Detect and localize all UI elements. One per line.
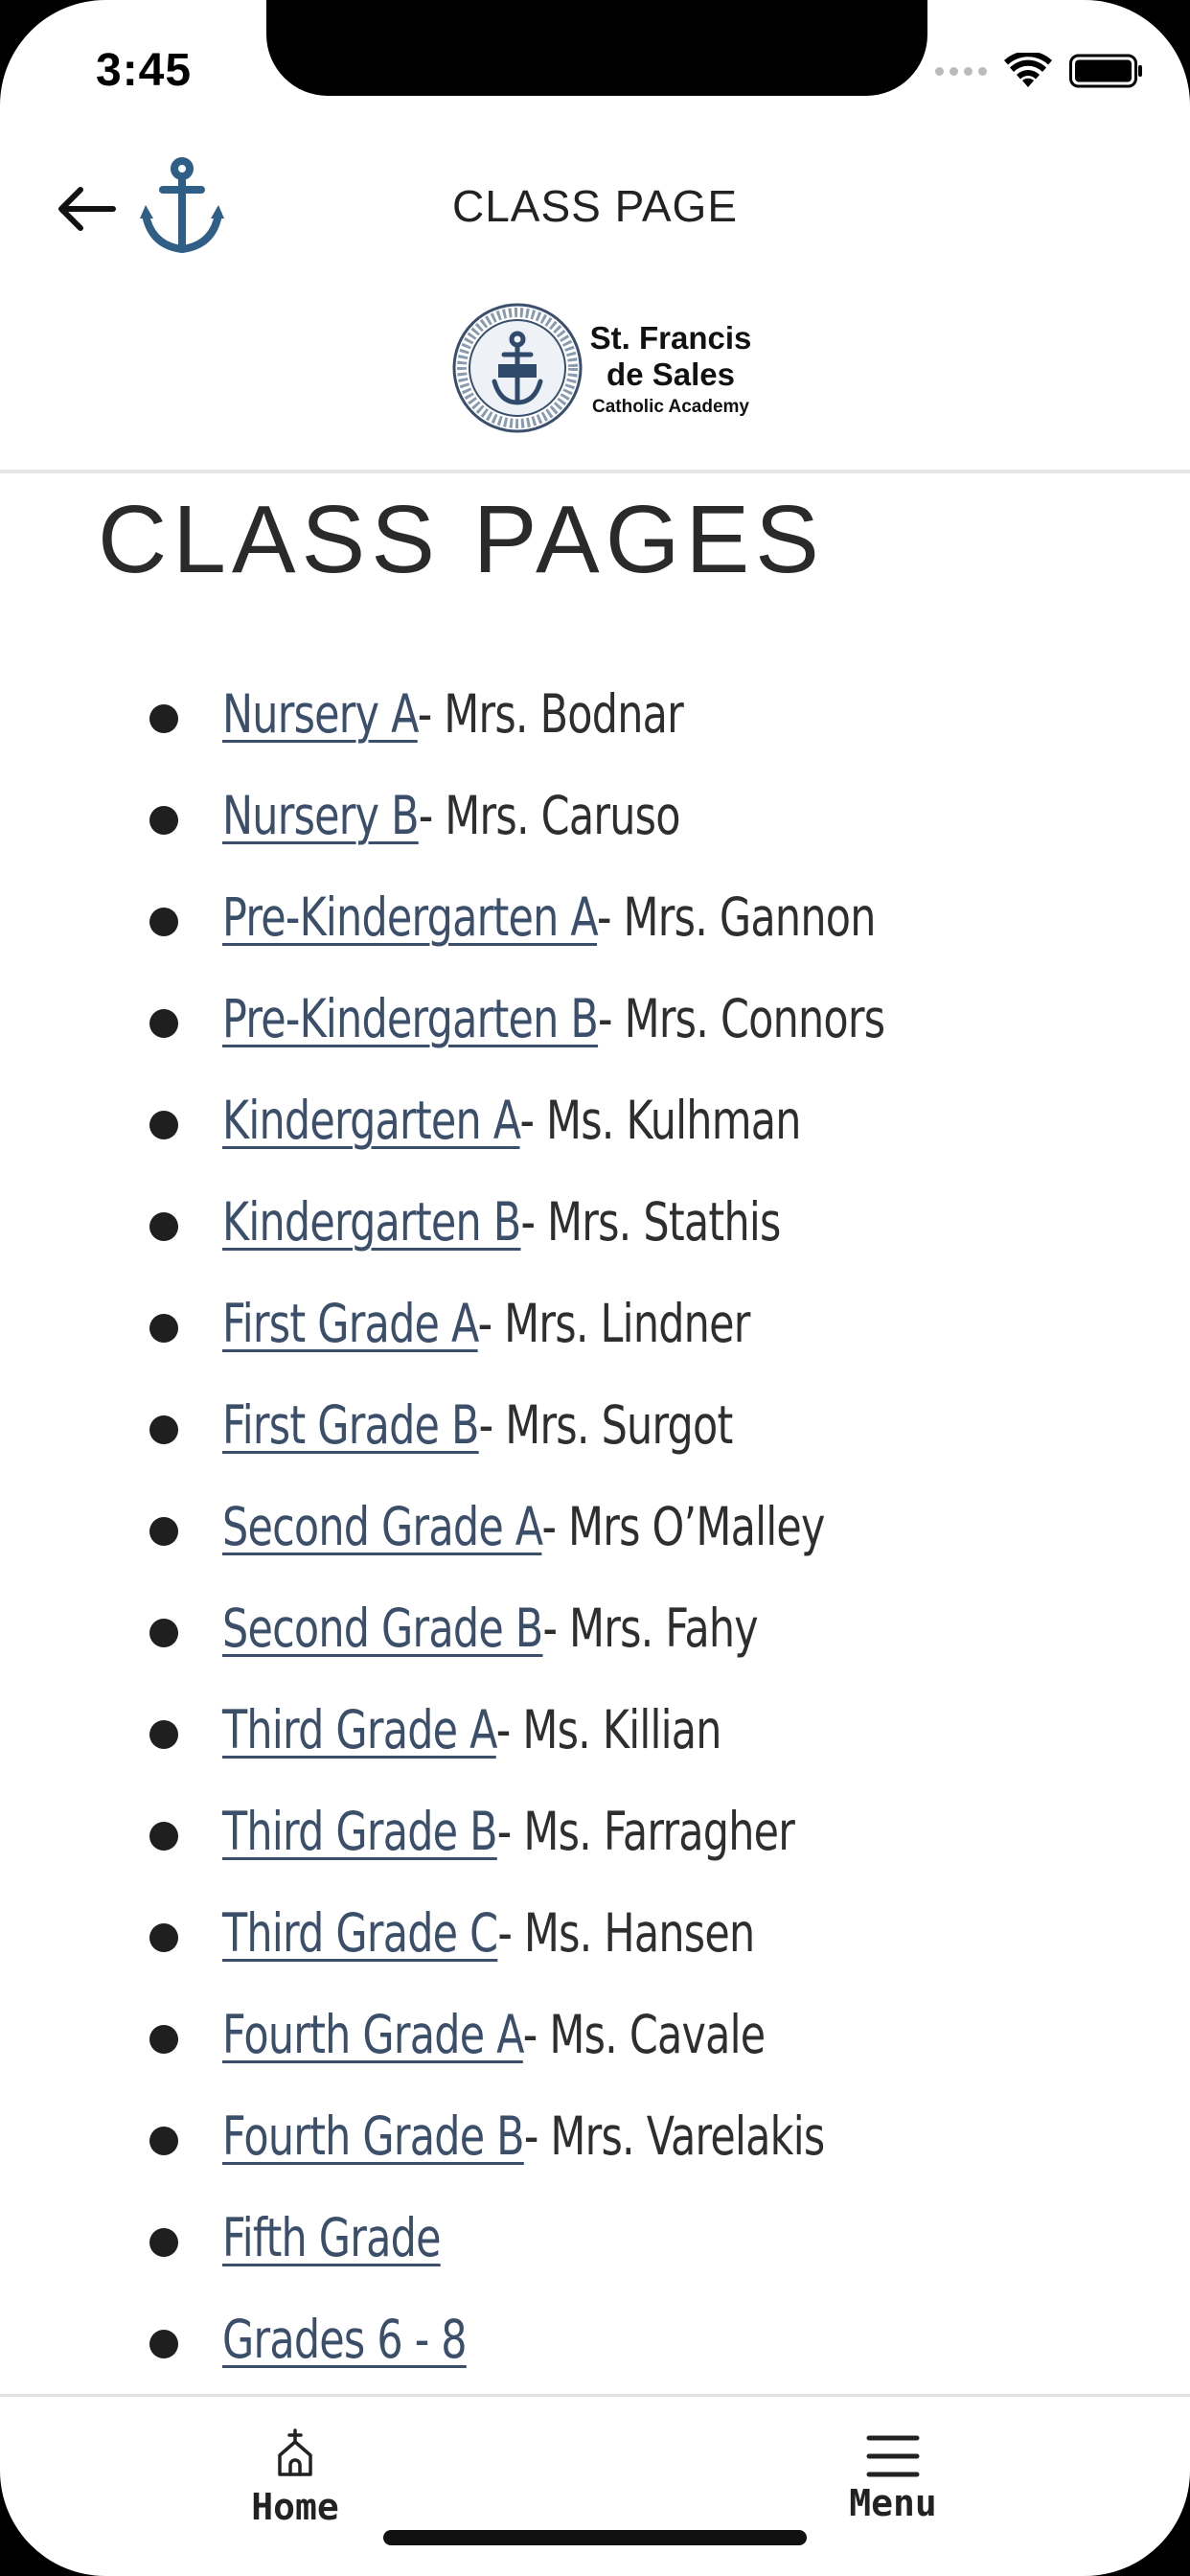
home-tab[interactable] <box>238 2428 353 2543</box>
class-entry <box>222 1191 781 1253</box>
class-entry <box>222 1394 733 1456</box>
bullet-icon <box>149 2025 178 2054</box>
class-entry <box>222 2004 765 2065</box>
class-list-item <box>0 765 1190 866</box>
menu-tab[interactable] <box>835 2428 950 2543</box>
class-page-link[interactable]: Second Grade B <box>222 1598 543 1659</box>
class-page-link[interactable]: Fourth Grade B <box>222 2105 524 2167</box>
class-list-item <box>0 1577 1190 1679</box>
class-list-item <box>0 1882 1190 1984</box>
class-list-item <box>0 663 1190 765</box>
bullet-icon <box>149 1415 178 1444</box>
teacher-name: - Mrs. Lindner <box>477 1293 750 1354</box>
home-indicator[interactable] <box>383 2530 807 2545</box>
bottom-nav-divider <box>0 2394 1190 2397</box>
cellular-signal-icon <box>935 67 987 76</box>
class-list-item <box>0 1476 1190 1577</box>
device-notch <box>266 0 927 96</box>
class-page-link[interactable]: Pre-Kindergarten A <box>222 886 597 948</box>
class-entry <box>222 886 876 948</box>
class-entry <box>222 1902 754 1964</box>
class-page-link[interactable]: First Grade B <box>222 1394 479 1456</box>
class-page-link[interactable]: Second Grade A <box>222 1496 542 1557</box>
class-entry <box>222 2105 824 2167</box>
bullet-icon <box>149 1517 178 1546</box>
teacher-name: - Mrs. Bodnar <box>417 683 683 745</box>
status-time: 3:45 <box>96 45 193 96</box>
class-page-link[interactable]: Kindergarten B <box>222 1191 521 1253</box>
teacher-name: - Mrs. Gannon <box>596 886 876 948</box>
class-page-link[interactable]: Fifth Grade <box>222 2207 441 2268</box>
battery-icon <box>1069 53 1144 89</box>
class-list-item <box>0 2187 1190 2288</box>
class-entry <box>222 1801 794 1862</box>
bullet-icon <box>149 2330 178 2358</box>
class-list-item <box>0 1070 1190 1171</box>
church-home-icon <box>276 2428 314 2478</box>
bullet-icon <box>149 1111 178 1139</box>
class-entry <box>222 1090 801 1151</box>
class-page-link[interactable]: Fourth Grade A <box>222 2004 523 2065</box>
class-list <box>0 663 1190 2390</box>
school-name-line-2: de Sales <box>606 356 735 392</box>
class-page-link[interactable]: Nursery B <box>222 785 419 846</box>
class-entry <box>222 988 884 1049</box>
class-page-link[interactable]: First Grade A <box>222 1293 478 1354</box>
class-page-link[interactable]: Third Grade A <box>222 1699 496 1760</box>
bullet-icon <box>149 1822 178 1851</box>
teacher-name: - Ms. Killian <box>495 1699 721 1760</box>
school-name <box>584 320 757 418</box>
teacher-name: - Mrs O’Malley <box>541 1496 825 1557</box>
teacher-name: - Mrs. Varelakis <box>523 2105 825 2167</box>
teacher-name: - Mrs. Stathis <box>520 1191 781 1253</box>
class-list-item <box>0 2288 1190 2390</box>
class-list-item <box>0 1374 1190 1476</box>
school-name-line-3: Catholic Academy <box>591 396 749 417</box>
header-divider <box>0 470 1190 473</box>
class-page-link[interactable]: Third Grade B <box>222 1801 497 1862</box>
teacher-name: - Ms. Hansen <box>497 1902 755 1964</box>
class-page-link[interactable]: Nursery A <box>222 683 418 745</box>
teacher-name: - Mrs. Surgot <box>478 1394 733 1456</box>
page-heading: CLASS PAGES <box>98 486 825 593</box>
bullet-icon <box>149 908 178 936</box>
status-icons <box>935 52 1144 90</box>
wifi-icon <box>1004 53 1052 89</box>
class-list-item <box>0 1781 1190 1882</box>
class-list-item <box>0 1984 1190 2085</box>
school-crest-logo <box>450 301 584 435</box>
class-list-item <box>0 2085 1190 2187</box>
bullet-icon <box>149 1009 178 1038</box>
class-list-item <box>0 1679 1190 1781</box>
home-tab-label: Home <box>251 2486 339 2528</box>
bullet-icon <box>149 806 178 835</box>
class-page-link[interactable]: Pre-Kindergarten B <box>222 988 599 1049</box>
menu-tab-label: Menu <box>849 2482 937 2524</box>
class-entry <box>222 785 680 846</box>
bullet-icon <box>149 2228 178 2257</box>
class-entry <box>222 1496 825 1557</box>
bullet-icon <box>149 1619 178 1647</box>
bullet-icon <box>149 1720 178 1749</box>
bullet-icon <box>149 704 178 733</box>
hamburger-menu-icon <box>866 2434 920 2478</box>
teacher-name: - Ms. Cavale <box>522 2004 766 2065</box>
class-entry <box>222 1293 750 1354</box>
class-list-item <box>0 1171 1190 1273</box>
class-entry <box>222 2207 441 2268</box>
class-page-link[interactable]: Kindergarten A <box>222 1090 520 1151</box>
class-list-item <box>0 968 1190 1070</box>
class-entry <box>222 2309 467 2370</box>
teacher-name: - Ms. Farragher <box>496 1801 795 1862</box>
class-list-item <box>0 1273 1190 1374</box>
header-title: CLASS PAGE <box>451 181 739 231</box>
class-entry <box>222 683 683 745</box>
class-entry <box>222 1699 721 1760</box>
school-name-line-1: St. Francis <box>589 320 752 356</box>
bullet-icon <box>149 2127 178 2155</box>
bullet-icon <box>149 1923 178 1952</box>
class-page-link[interactable]: Grades 6 - 8 <box>222 2309 467 2370</box>
bullet-icon <box>149 1314 178 1343</box>
teacher-name: - Mrs. Connors <box>598 988 885 1049</box>
class-page-link[interactable]: Third Grade C <box>222 1902 498 1964</box>
teacher-name: - Mrs. Fahy <box>542 1598 758 1659</box>
teacher-name: - Mrs. Caruso <box>418 785 680 846</box>
class-list-item <box>0 866 1190 968</box>
class-entry <box>222 1598 758 1659</box>
teacher-name: - Ms. Kulhman <box>519 1090 801 1151</box>
bullet-icon <box>149 1212 178 1241</box>
